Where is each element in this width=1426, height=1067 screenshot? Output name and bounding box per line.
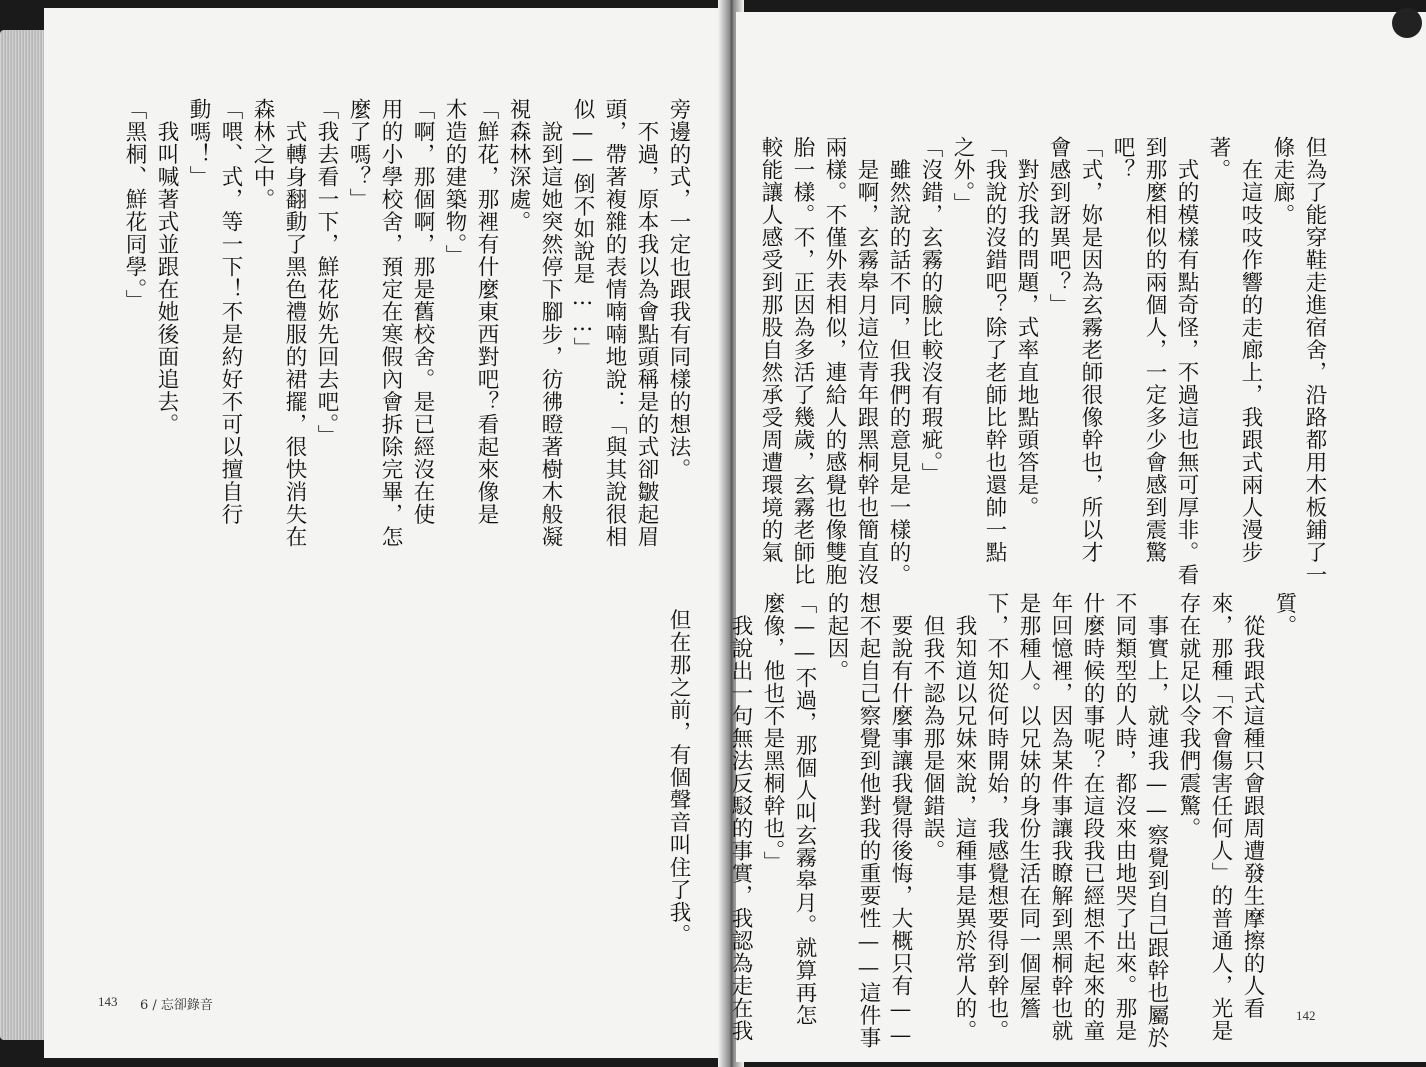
text-line: 不同類型的人時，都沒來由地哭了出來。那是 bbox=[1112, 592, 1137, 1042]
text-line: 兩樣。不僅外表相似，連給人的感覺也像雙胞 bbox=[822, 136, 847, 586]
right-page bbox=[728, 12, 1426, 1062]
text-line: 事實上，就連我——察覺到自己跟幹也屬於 bbox=[1144, 592, 1169, 1049]
text-line: 質。 bbox=[1272, 592, 1297, 637]
text-line: 用的小學校舍，預定在寒假內會拆除完畢，怎 bbox=[378, 98, 403, 548]
text-line: 吧？ bbox=[1110, 136, 1135, 181]
right-upper-text bbox=[754, 136, 1330, 586]
text-line: 式轉身翻動了黑色禮服的裙擺，很快消失在 bbox=[282, 98, 307, 548]
binding-hole-icon bbox=[1392, 8, 1422, 38]
right-lower-text bbox=[724, 592, 1300, 1049]
text-line: 雖然說的話不同，但我們的意見是一樣的。 bbox=[886, 136, 911, 586]
text-line: 條走廊。 bbox=[1270, 136, 1295, 226]
text-line: 「黑桐、鮮花同學。」 bbox=[122, 98, 147, 313]
text-line: 動嗎！」 bbox=[186, 98, 211, 188]
page-edges bbox=[0, 30, 48, 1040]
text-line: 但在那之前，有個聲音叫住了我。 bbox=[666, 586, 691, 946]
text-line: 要說有什麼事讓我覺得後悔，大概只有—— bbox=[888, 592, 913, 1049]
text-line: 但我不認為那是個錯誤。 bbox=[920, 592, 945, 862]
text-line: 視森林深處。 bbox=[506, 98, 531, 233]
text-line: 不過，原本我以為會點頭稱是的式卻皺起眉 bbox=[634, 98, 659, 548]
text-line: 說到這她突然停下腳步，彷彿瞪著樹木般凝 bbox=[538, 98, 563, 548]
text-line: 來，那種「不會傷害任何人」的普通人，光是 bbox=[1208, 592, 1233, 1042]
running-head: 6 / 忘卻錄音 bbox=[140, 998, 213, 1013]
text-line: 在這吱吱作響的走廊上，我跟式兩人漫步 bbox=[1238, 136, 1263, 564]
text-line: 「我說的沒錯吧？除了老師比幹也還帥一點 bbox=[982, 136, 1007, 564]
text-line: 下，不知從何時開始，我感覺想要得到幹也。 bbox=[984, 592, 1009, 1042]
left-page bbox=[44, 8, 728, 1058]
text-line: 「啊，那個啊，那是舊校舍。是已經沒在使 bbox=[410, 98, 435, 526]
text-line: 會感到訝異吧？」 bbox=[1046, 136, 1071, 316]
text-line: 「式，妳是因為玄霧老師很像幹也，所以才 bbox=[1078, 136, 1103, 564]
text-line: 的起因。 bbox=[824, 592, 849, 682]
text-line: 年回憶裡，因為某件事讓我瞭解到黑桐幹也就 bbox=[1048, 592, 1073, 1042]
text-line: 想不起自己察覺到他對我的重要性——這件事 bbox=[856, 592, 881, 1049]
text-line: 存在就足以令我們震驚。 bbox=[1176, 592, 1201, 840]
text-line: 著。 bbox=[1206, 136, 1231, 181]
text-line: 旁邊的式，一定也跟我有同樣的想法。 bbox=[666, 98, 691, 481]
left-lower-text bbox=[662, 586, 694, 946]
text-line: 我叫喊著式並跟在她後面追去。 bbox=[154, 98, 179, 436]
text-line: 「沒錯，玄霧的臉比較沒有瑕疵。」 bbox=[918, 136, 943, 486]
text-line: 「——不過，那個人叫玄霧皋月。就算再怎 bbox=[792, 592, 817, 1027]
text-line: 是那種人。以兄妹的身份生活在同一個屋簷 bbox=[1016, 592, 1041, 1020]
text-line: 較能讓人感受到那股自然承受周遭環境的氣 bbox=[758, 136, 783, 564]
text-line: 從我跟式這種只會跟周遭發生摩擦的人看 bbox=[1240, 592, 1265, 1020]
text-line: 胎一樣。不，正因為多活了幾歲，玄霧老師比 bbox=[790, 136, 815, 586]
text-line: 似——倒不如說是……」 bbox=[570, 98, 595, 360]
text-line: 但為了能穿鞋走進宿舍，沿路都用木板鋪了一 bbox=[1302, 136, 1327, 586]
text-line: 是啊，玄霧皋月這位青年跟黑桐幹也簡直沒 bbox=[854, 136, 879, 586]
left-page-number: 143 bbox=[98, 994, 118, 1009]
left-upper-text bbox=[118, 98, 694, 548]
text-line: 麼了嗎？」 bbox=[346, 98, 371, 211]
text-line: 式的模樣有點奇怪，不過這也無可厚非。看 bbox=[1174, 136, 1199, 586]
text-line: 「鮮花，那裡有什麼東西對吧？看起來像是 bbox=[474, 98, 499, 526]
text-line: 到那麼相似的兩個人，一定多少會感到震驚 bbox=[1142, 136, 1167, 564]
text-line: 之外。」 bbox=[950, 136, 975, 216]
text-line: 麼像，他也不是黑桐幹也。」 bbox=[760, 592, 785, 874]
text-line: 頭，帶著複雜的表情喃喃地說：「與其說很相 bbox=[602, 98, 627, 548]
text-line: 對於我的問題，式率直地點頭答是。 bbox=[1014, 136, 1039, 519]
text-line: 「喂、式，等一下！不是約好不可以擅自行 bbox=[218, 98, 243, 526]
right-page-number: 142 bbox=[1296, 1008, 1316, 1023]
text-line: 「我去看一下，鮮花妳先回去吧。」 bbox=[314, 98, 339, 448]
text-line: 什麼時候的事呢？在這段我已經想不起來的童 bbox=[1080, 592, 1105, 1042]
text-line: 我知道以兄妹來說，這種事是異於常人的。 bbox=[952, 592, 977, 1042]
text-line: 森林之中。 bbox=[250, 98, 275, 211]
text-line: 木造的建築物。」 bbox=[442, 98, 467, 268]
text-line: 我說出一句無法反駁的事實，我認為走在我 bbox=[728, 592, 753, 1042]
